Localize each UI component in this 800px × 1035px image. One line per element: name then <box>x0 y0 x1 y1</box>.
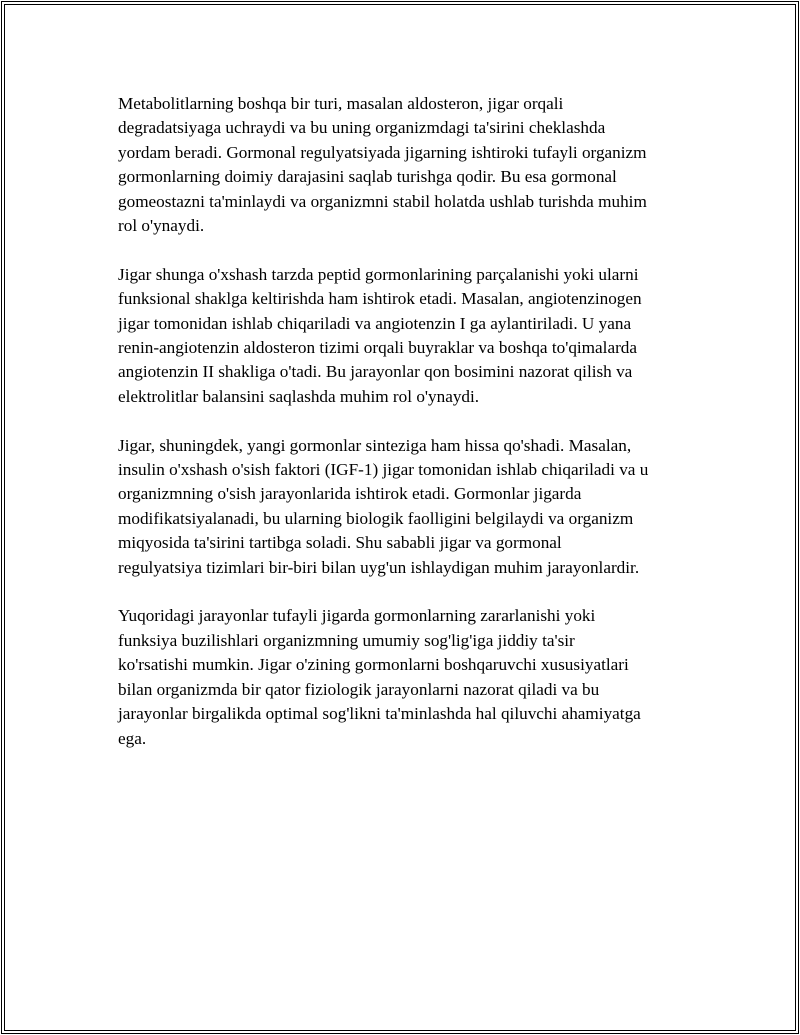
text-line: regulyatsiya tizimlari bir-biri bilan uyg'un ishlaydigan muhim jarayonlardir. <box>118 557 640 577</box>
paragraph-1 <box>118 92 693 238</box>
paragraph-4 <box>118 604 693 750</box>
text-line: funksiya buzilishlari organizmning umumiy sog'lig'iga jiddiy ta'sir <box>118 630 575 650</box>
text-line: insulin o'xshash o'sish faktori (IGF-1) jigar tomonidan ishlab chiqariladi va u <box>118 460 649 480</box>
text-line: Jigar, shuningdek, yangi gormonlar sinteziga ham hissa qo'shadi. Masalan, <box>118 435 632 455</box>
document-body <box>118 92 693 775</box>
text-line: angiotenzin II shakliga o'tadi. Bu jarayonlar qon bosimini nazorat qilish va <box>118 362 633 382</box>
text-line: Metabolitlarning boshqa bir turi, masalan aldosteron, jigar orqali <box>118 94 564 113</box>
text-line: miqyosida ta'sirini tartibga soladi. Shu sababli jigar va gormonal <box>118 533 562 553</box>
text-line: jarayonlar birgalikda optimal sog'likni ta'minlashda hal qiluvchi ahamiyatga <box>118 704 641 724</box>
text-line: yordam beradi. Gormonal regulyatsiyada jigarning ishtiroki tufayli organizm <box>118 142 647 162</box>
text-line: organizmning o'sish jarayonlarida ishtirok etadi. Gormonlar jigarda <box>118 484 582 504</box>
text-line: renin-angiotenzin aldosteron tizimi orqali buyraklar va boshqa to'qimalarda <box>118 338 638 358</box>
text-line: jigar tomonidan ishlab chiqariladi va angiotenzin I ga aylantiriladi. U yana <box>118 313 632 333</box>
paragraph-3 <box>118 434 693 580</box>
paragraph-2 <box>118 263 693 409</box>
text-line: rol o'ynaydi. <box>118 216 205 236</box>
text-line: ega. <box>118 728 147 748</box>
text-line: Jigar shunga o'xshash tarzda peptid gormonlarining parçalanishi yoki ularni <box>118 264 639 284</box>
text-line: funksional shaklga keltirishda ham ishtirok etadi. Masalan, angiotenzinogen <box>118 289 642 309</box>
text-line: bilan organizmda bir qator fiziologik jarayonlarni nazorat qiladi va bu <box>118 679 600 699</box>
text-line: modifikatsiyalanadi, bu ularning biologik faolligini belgilaydi va organizm <box>118 508 634 528</box>
text-line: degradatsiyaga uchraydi va bu uning organizmdagi ta'sirini cheklashda <box>118 118 606 138</box>
text-line: gormonlarning doimiy darajasini saqlab turishga qodir. Bu esa gormonal <box>118 167 617 187</box>
text-line: elektrolitlar balansini saqlashda muhim rol o'ynaydi. <box>118 386 480 406</box>
text-line: gomeostazni ta'minlaydi va organizmni stabil holatda ushlab turishda muhim <box>118 191 647 211</box>
text-line: Yuqoridagi jarayonlar tufayli jigarda gormonlarning zararlanishi yoki <box>118 606 596 626</box>
text-line: ko'rsatishi mumkin. Jigar o'zining gormonlarni boshqaruvchi xususiyatlari <box>118 655 629 675</box>
